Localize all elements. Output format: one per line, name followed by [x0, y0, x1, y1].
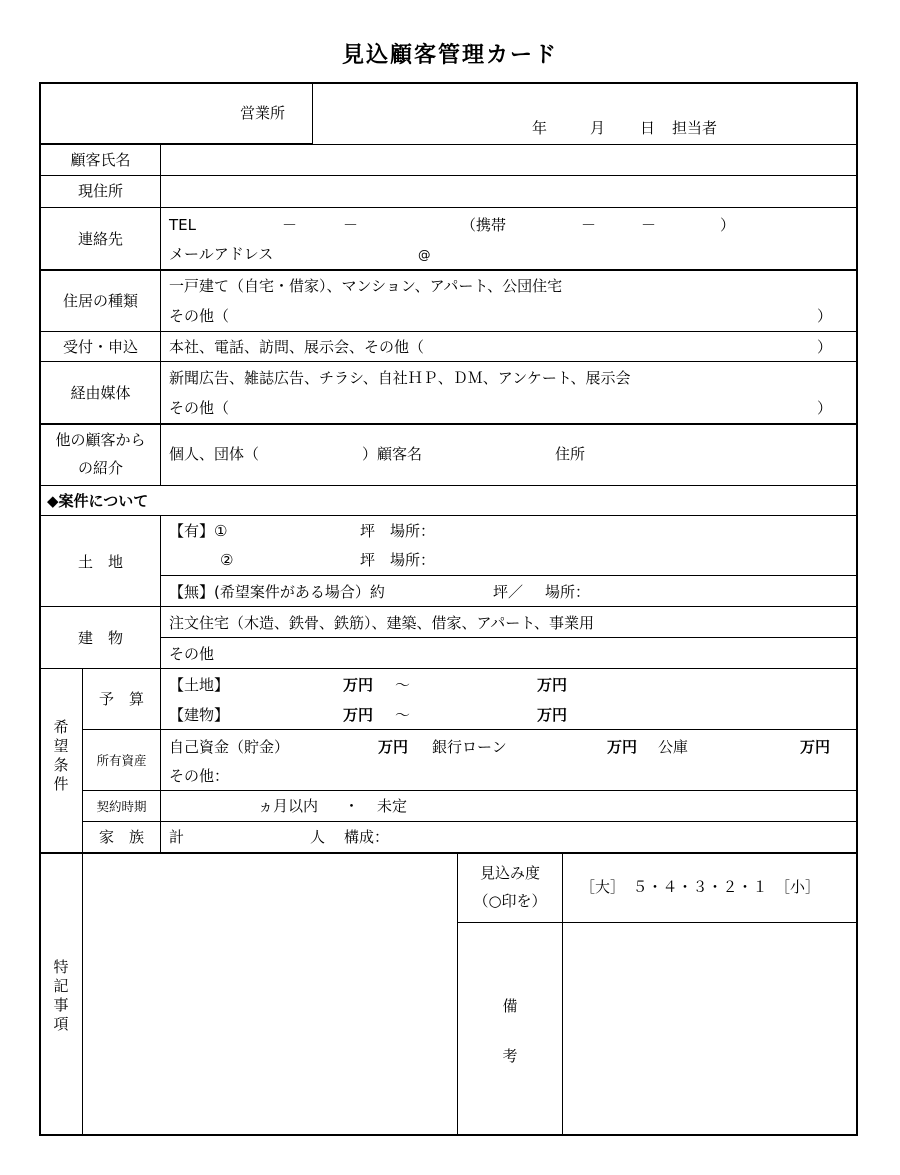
- building-options: 注文住宅（木造、鉄骨、鉄筋）、建築、借家、アパート、事業用: [169, 614, 594, 632]
- reception-options: 本社、電話、訪問、展示会、その他（: [169, 338, 425, 356]
- budget-building-man-yen-1: 万円: [343, 706, 374, 724]
- assets-label: 所有資産: [96, 753, 147, 768]
- budget-land: 【土地】: [169, 676, 230, 694]
- referral-label-2: の紹介: [77, 459, 123, 477]
- prospect-label-1: 見込み度: [479, 864, 540, 882]
- notes-label: 特記事項: [53, 958, 69, 1033]
- budget-building: 【建物】: [169, 706, 230, 724]
- referral-individual: 個人、団体（: [169, 445, 260, 463]
- media-label: 経由媒体: [70, 384, 131, 402]
- land-no: 【無】(希望案件がある場合）約: [169, 583, 385, 601]
- prospect-label-2: （○印を）: [473, 892, 547, 910]
- media-options: 新聞広告、雑誌広告、チラシ、自社ＨＰ、ＤＭ、アンケート、展示会: [169, 369, 631, 387]
- family-total: 計: [169, 828, 185, 846]
- budget-land-tilde: ～: [395, 676, 411, 694]
- assets-public: 公庫: [658, 738, 689, 756]
- land-tsubo-2: 坪: [360, 551, 376, 569]
- family-composition: 構成：: [344, 828, 390, 846]
- land-tsubo-1: 坪: [360, 522, 376, 540]
- prospect-scale: ［大］ ５・４・３・２・１ ［小］: [580, 878, 821, 896]
- assets-own-man-yen: 万円: [378, 738, 409, 756]
- mobile-label: （携帯: [461, 216, 507, 234]
- referral-customer-name: ）顧客名: [362, 445, 423, 463]
- budget-building-tilde: ～: [395, 706, 411, 724]
- tel-label: TEL: [169, 216, 196, 234]
- staff-label: 担当者: [672, 119, 718, 137]
- contract-within: ヵ月以内: [258, 797, 319, 815]
- land-tsubo-slash: 坪／: [493, 583, 524, 601]
- contract-dot: ・: [344, 797, 360, 815]
- contact-label: 連絡先: [77, 230, 123, 248]
- customer-name-label: 顧客氏名: [70, 151, 131, 169]
- land-two: ②: [220, 551, 234, 569]
- referral-address: 住所: [555, 445, 586, 463]
- remarks-label-2: 考: [502, 1047, 518, 1065]
- land-yes: 【有】①: [169, 522, 228, 540]
- assets-bank-man-yen: 万円: [607, 738, 638, 756]
- month-label: 月: [590, 119, 606, 137]
- family-label: 家 族: [98, 828, 144, 846]
- housing-other: その他（: [169, 307, 230, 325]
- tel-dash-1: －: [282, 216, 298, 234]
- reception-close: ）: [817, 338, 833, 356]
- budget-building-man-yen-2: 万円: [537, 706, 568, 724]
- housing-options: 一戸建て（自宅・借家）、マンション、アパート、公団住宅: [169, 277, 563, 295]
- media-close: ）: [817, 399, 833, 417]
- office-label: 営業所: [240, 104, 286, 122]
- building-other: その他: [169, 645, 215, 663]
- land-place-1: 場所：: [390, 522, 436, 540]
- budget-land-man-yen-2: 万円: [537, 676, 568, 694]
- year-label: 年: [532, 119, 548, 137]
- media-other: その他（: [169, 399, 230, 417]
- assets-bank-loan: 銀行ローン: [432, 738, 507, 756]
- referral-label-1: 他の顧客から: [55, 431, 146, 449]
- email-label: メールアドレス: [169, 245, 274, 263]
- mobile-dash-1: －: [581, 216, 597, 234]
- tel-dash-2: －: [343, 216, 359, 234]
- mobile-close: ）: [720, 216, 736, 234]
- land-place-2: 場所：: [390, 551, 436, 569]
- housing-close: ）: [817, 307, 833, 325]
- family-people: 人: [310, 828, 326, 846]
- project-heading: ◆案件について: [47, 492, 149, 510]
- land-place-3: 場所：: [545, 583, 591, 601]
- assets-public-man-yen: 万円: [800, 738, 831, 756]
- building-label: 建 物: [77, 629, 123, 647]
- reception-label: 受付・申込: [62, 338, 138, 356]
- housing-label: 住居の種類: [62, 292, 138, 310]
- mobile-dash-2: －: [641, 216, 657, 234]
- contract-label: 契約時期: [96, 799, 147, 814]
- assets-other: その他：: [169, 767, 230, 785]
- page-title: 見込顧客管理カード: [341, 43, 558, 68]
- contract-undecided: 未定: [377, 797, 408, 815]
- conditions-label: 希望条件: [53, 718, 69, 793]
- address-label: 現住所: [77, 182, 123, 200]
- land-label: 土 地: [77, 553, 123, 571]
- remarks-label-1: 備: [502, 997, 518, 1015]
- budget-land-man-yen-1: 万円: [343, 676, 374, 694]
- assets-own-funds: 自己資金（貯金）: [169, 738, 290, 756]
- email-at: @: [418, 247, 431, 262]
- budget-label: 予 算: [98, 690, 144, 708]
- day-label: 日: [640, 119, 656, 137]
